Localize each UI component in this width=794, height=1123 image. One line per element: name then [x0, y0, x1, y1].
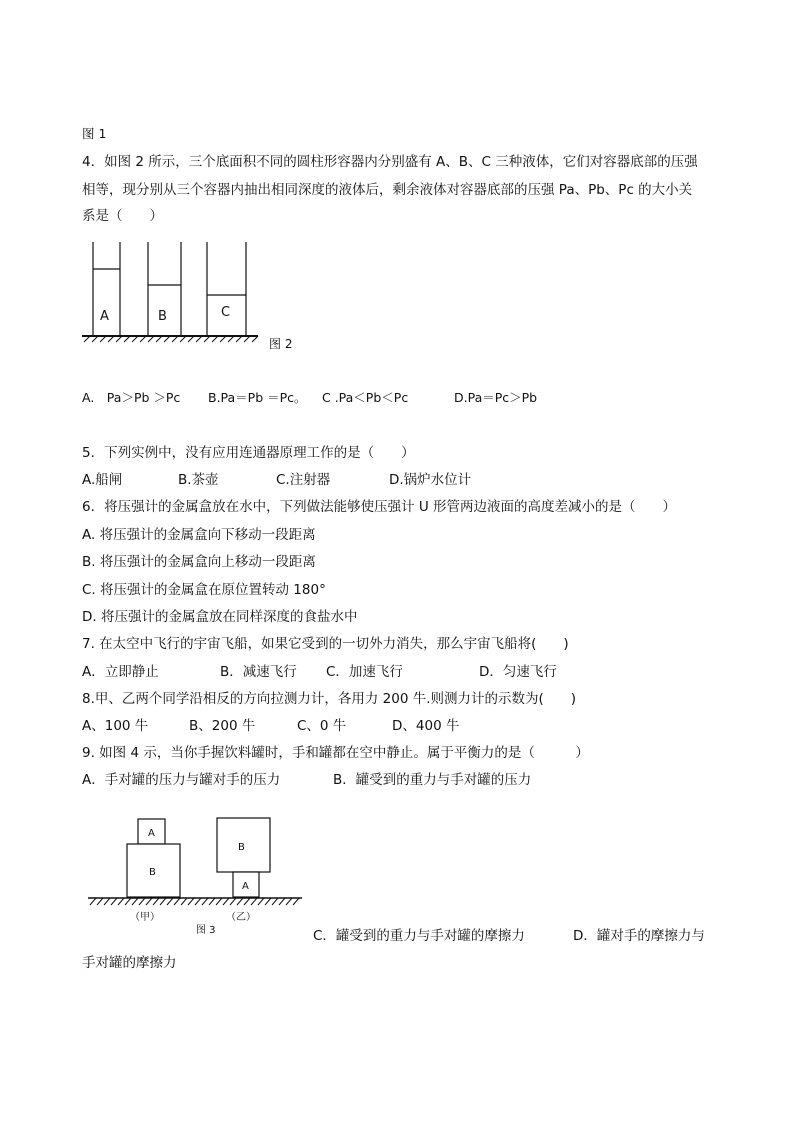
block-left-bottom-label: B — [149, 867, 156, 878]
q9-option-c: C．罐受到的重力与手对罐的摩擦力 — [313, 928, 525, 944]
fig1-caption: 图 1 — [82, 126, 107, 141]
q5-option-c: C.注射器 — [276, 472, 331, 488]
fig3-left-caption: （甲） — [130, 912, 160, 923]
q9-option-d-part1: D．罐对手的摩擦力与 — [573, 928, 705, 944]
q4-option-b: B.Pa＝Pb ＝Pc。 — [208, 390, 307, 405]
fig2-caption: 图 2 — [269, 337, 293, 351]
q8-option-d: D、400 牛 — [392, 718, 460, 734]
q6-stem: 6．将压强计的金属盒放在水中，下列做法能够使压强计 U 形管两边液面的高度差减小的是（ ） — [82, 499, 677, 515]
q7-option-b: B．减速飞行 — [220, 664, 297, 680]
q9-option-d-part2: 手对罐的摩擦力 — [82, 955, 177, 971]
q6-option-d: D. 将压强计的金属盒放在同样深度的食盐水中 — [82, 609, 358, 625]
q9-stem: 9. 如图 4 示，当你手握饮料罐时，手和罐都在空中静止。属于平衡力的是（ ） — [82, 745, 589, 761]
q5-stem: 5．下列实例中，没有应用连通器原理工作的是（ ） — [82, 445, 415, 461]
q4-option-c: C .Pa＜Pb＜Pc — [322, 390, 409, 405]
container-label-b: B — [158, 309, 167, 324]
block-right-bottom-label: A — [242, 881, 249, 892]
q8-option-c: C、0 牛 — [297, 718, 347, 734]
block-right-top-label: B — [238, 842, 245, 853]
q6-option-c: C. 将压强计的金属盒在原位置转动 180° — [82, 582, 326, 598]
q4-option-d: D.Pa＝Pc＞Pb — [454, 390, 538, 405]
q4-option-a: A. Pa＞Pb ＞Pc — [82, 390, 181, 405]
q8-option-a: A、100 牛 — [82, 718, 149, 734]
q4-stem-line1: 4．如图 2 所示，三个底面积不同的圆柱形容器内分别盛有 A、B、C 三种液体，它们对容器底部的压强 — [82, 154, 698, 170]
q7-stem: 7. 在太空中飞行的宇宙飞船，如果它受到的一切外力消失，那么宇宙飞船将( ) — [82, 636, 569, 652]
q7-option-a: A．立即静止 — [82, 664, 159, 680]
q4-figure-containers — [78, 238, 298, 358]
q8-stem: 8.甲、乙两个同学沿相反的方向拉测力计，各用力 200 牛.则测力计的示数为( ) — [82, 691, 577, 707]
container-label-a: A — [100, 309, 109, 324]
q5-option-a: A.船闸 — [82, 472, 123, 488]
container-label-c: C — [221, 305, 231, 320]
q7-option-c: C．加速飞行 — [326, 664, 403, 680]
q5-option-d: D.锅炉水位计 — [389, 472, 472, 488]
q6-option-a: A. 将压强计的金属盒向下移动一段距离 — [82, 527, 316, 543]
q9-figure-blocks — [86, 812, 308, 940]
q5-option-b: B.茶壶 — [178, 472, 219, 488]
q9-option-b: B．罐受到的重力与手对罐的压力 — [333, 772, 532, 788]
block-left-top-label: A — [148, 828, 155, 839]
q9-option-a: A．手对罐的压力与罐对手的压力 — [82, 772, 281, 788]
q6-option-b: B. 将压强计的金属盒向上移动一段距离 — [82, 554, 316, 570]
q7-option-d: D．匀速飞行 — [479, 664, 557, 680]
fig3-right-caption: （乙） — [226, 912, 256, 923]
q4-stem-line3: 系是（ ） — [82, 208, 163, 224]
fig3-caption: 图 3 — [196, 925, 216, 936]
q8-option-b: B、200 牛 — [189, 718, 256, 734]
q4-stem-line2: 相等，现分别从三个容器内抽出相同深度的液体后，剩余液体对容器底部的压强 Pa、Pb、Pc 的大小关 — [82, 182, 693, 198]
